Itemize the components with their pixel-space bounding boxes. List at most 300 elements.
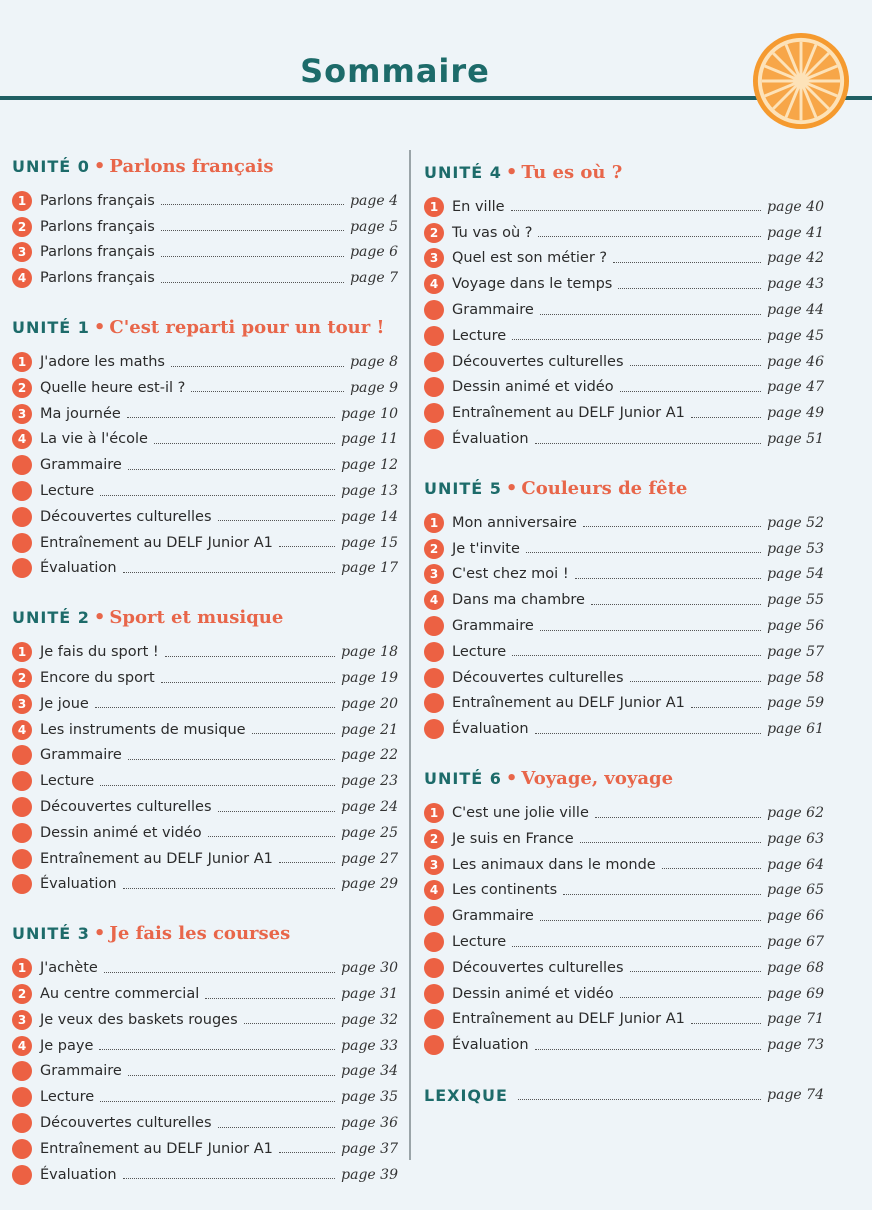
toc-entry-label: Je paye	[40, 1037, 94, 1054]
toc-entry-page: page 32	[341, 1011, 398, 1028]
header-rule	[0, 96, 872, 100]
toc-entry[interactable]	[424, 510, 824, 536]
toc-entry[interactable]	[424, 691, 824, 717]
toc-entry-label: Lecture	[40, 483, 95, 500]
lesson-number-badge: 4	[12, 268, 32, 288]
toc-entry-page: page 4	[350, 192, 398, 209]
column-divider	[409, 150, 411, 1160]
toc-entry-page: page 39	[341, 1166, 398, 1183]
lesson-number-badge	[424, 719, 444, 739]
lesson-number-badge: 4	[12, 429, 32, 449]
lesson-number-badge	[424, 958, 444, 978]
lesson-number-badge: 4	[424, 590, 444, 610]
toc-entry-label: Lecture	[452, 327, 507, 344]
toc-entry-label: Entraînement au DELF Junior A1	[452, 405, 685, 422]
lesson-number-badge: 1	[424, 803, 444, 823]
dot-leader	[583, 526, 761, 527]
toc-entry-page: page 17	[341, 560, 398, 577]
toc-entry-page: page 30	[341, 960, 398, 977]
toc-entry-page: page 45	[767, 327, 824, 344]
toc-entry[interactable]	[424, 375, 824, 401]
toc-entry-label: Découvertes culturelles	[40, 1115, 212, 1131]
lexique-page: page 74	[767, 1087, 824, 1104]
toc-entry[interactable]	[12, 556, 398, 582]
unit-section	[12, 152, 398, 291]
toc-entry-label: Lecture	[40, 773, 95, 790]
dot-leader	[161, 282, 344, 283]
lesson-number-badge	[424, 642, 444, 662]
toc-entry[interactable]	[424, 1007, 824, 1033]
toc-entry-label: Dessin animé et vidéo	[452, 985, 614, 1002]
toc-entry[interactable]	[12, 1007, 398, 1033]
dot-leader	[100, 495, 335, 496]
lesson-number-badge	[12, 874, 32, 894]
toc-entry-page: page 37	[341, 1140, 398, 1157]
toc-entry[interactable]	[12, 794, 398, 820]
toc-entry-label: Entraînement au DELF Junior A1	[40, 1140, 273, 1157]
toc-entry-label: Les animaux dans le monde	[452, 856, 656, 873]
toc-entry-page: page 11	[341, 431, 398, 448]
lesson-number-badge	[12, 823, 32, 843]
toc-entry-label: Grammaire	[40, 747, 122, 764]
dot-leader	[128, 1075, 335, 1076]
lesson-number-badge: 4	[12, 720, 32, 740]
toc-entry[interactable]	[12, 955, 398, 981]
toc-entry-label: Je suis en France	[452, 830, 574, 847]
lesson-number-badge: 2	[12, 217, 32, 237]
lesson-number-badge	[424, 906, 444, 926]
lesson-number-badge: 4	[12, 1036, 32, 1056]
toc-entry-page: page 25	[341, 824, 398, 841]
dot-leader	[123, 888, 336, 889]
toc-entry-page: page 35	[341, 1089, 398, 1106]
toc-entry-page: page 68	[767, 959, 824, 976]
toc-entry[interactable]	[424, 613, 824, 639]
toc-entry-label: Je veux des baskets rouges	[40, 1011, 238, 1028]
toc-entry-label: La vie à l'école	[40, 431, 148, 448]
toc-entry-label: J'adore les maths	[40, 354, 165, 371]
toc-entry-page: page 29	[341, 876, 398, 893]
unit-section	[12, 919, 398, 1187]
lesson-number-badge	[424, 326, 444, 346]
dot-leader	[662, 868, 761, 869]
lesson-number-badge	[424, 403, 444, 423]
unit-label: UNITÉ 0	[12, 157, 90, 176]
dot-leader	[218, 811, 336, 812]
toc-entry[interactable]	[424, 665, 824, 691]
toc-entry-page: page 52	[767, 514, 824, 531]
dot-leader	[127, 417, 335, 418]
dot-leader	[613, 262, 761, 263]
toc-entry-label: Dans ma chambre	[452, 592, 585, 609]
lesson-number-badge: 3	[424, 855, 444, 875]
dot-leader	[128, 759, 335, 760]
lesson-number-badge: 3	[12, 1010, 32, 1030]
toc-entry[interactable]	[12, 240, 398, 266]
toc-entry-label: Mon anniversaire	[452, 514, 577, 531]
toc-entry[interactable]	[12, 530, 398, 556]
dot-leader	[618, 288, 761, 289]
toc-entry-label: Évaluation	[40, 560, 117, 577]
lexique-entry[interactable]	[424, 1080, 824, 1110]
lesson-number-badge: 2	[424, 829, 444, 849]
lesson-number-badge: 2	[12, 984, 32, 1004]
toc-entry-label: Quelle heure est-il ?	[40, 379, 186, 396]
lesson-number-badge	[424, 352, 444, 372]
toc-entry-page: page 62	[767, 805, 824, 822]
toc-entry[interactable]	[424, 903, 824, 929]
dot-leader	[191, 391, 344, 392]
toc-entry-page: page 54	[767, 566, 824, 583]
toc-entry-page: page 46	[767, 353, 824, 370]
lesson-number-badge	[424, 668, 444, 688]
toc-entry[interactable]	[424, 271, 824, 297]
toc-entry[interactable]	[12, 1136, 398, 1162]
toc-entry[interactable]	[12, 375, 398, 401]
toc-entry[interactable]	[12, 504, 398, 530]
dot-leader	[691, 1023, 761, 1024]
toc-entry[interactable]	[424, 349, 824, 375]
toc-entry-page: page 20	[341, 695, 398, 712]
toc-entry[interactable]	[424, 1032, 824, 1058]
toc-entry[interactable]	[424, 878, 824, 904]
lesson-number-badge	[424, 377, 444, 397]
dot-leader	[630, 365, 762, 366]
lesson-number-badge	[12, 533, 32, 553]
dot-leader	[161, 682, 336, 683]
toc-entry-page: page 34	[341, 1063, 398, 1080]
toc-entry-label: Grammaire	[452, 618, 534, 635]
lesson-number-badge	[424, 1009, 444, 1029]
toc-entry[interactable]	[12, 214, 398, 240]
toc-entry[interactable]	[12, 872, 398, 898]
toc-entry-label: Grammaire	[40, 457, 122, 474]
toc-entry-page: page 66	[767, 908, 824, 925]
toc-entry[interactable]	[12, 478, 398, 504]
toc-entry-page: page 5	[350, 218, 398, 235]
dot-leader	[691, 707, 761, 708]
toc-entry-page: page 6	[350, 244, 398, 261]
lesson-number-badge: 1	[12, 352, 32, 372]
toc-entry-page: page 47	[767, 379, 824, 396]
toc-entry-label: Découvertes culturelles	[452, 353, 624, 370]
dot-leader	[123, 1178, 336, 1179]
toc-entry-page: page 14	[341, 508, 398, 525]
unit-section	[12, 313, 398, 581]
unit-section	[424, 158, 824, 452]
unit-heading	[12, 603, 398, 633]
lesson-number-badge	[424, 300, 444, 320]
toc-entry[interactable]	[12, 717, 398, 743]
toc-entry[interactable]	[12, 743, 398, 769]
unit-heading	[424, 764, 824, 794]
left-column	[12, 152, 398, 1210]
toc-entry[interactable]	[424, 220, 824, 246]
toc-entry-label: Grammaire	[452, 908, 534, 925]
unit-label: UNITÉ 4	[424, 163, 502, 182]
lesson-number-badge: 2	[424, 539, 444, 559]
toc-entry[interactable]	[12, 401, 398, 427]
lesson-number-badge: 1	[424, 197, 444, 217]
toc-entry-page: page 73	[767, 1037, 824, 1054]
toc-entry[interactable]	[424, 639, 824, 665]
lesson-number-badge: 3	[424, 248, 444, 268]
toc-entry-label: Grammaire	[452, 302, 534, 319]
dot-leader	[123, 572, 336, 573]
toc-entry-label: Découvertes culturelles	[452, 669, 624, 686]
toc-entry-label: Parlons français	[40, 218, 155, 235]
dot-leader	[104, 972, 335, 973]
lesson-number-badge	[424, 984, 444, 1004]
toc-entry-page: page 49	[767, 405, 824, 422]
toc-entry-page: page 58	[767, 669, 824, 686]
bullet-dot: •	[93, 923, 106, 945]
dot-leader	[535, 443, 762, 444]
unit-section	[12, 603, 398, 897]
dot-leader	[208, 836, 336, 837]
unit-heading	[12, 152, 398, 182]
toc-entry[interactable]	[424, 852, 824, 878]
toc-entry-page: page 31	[341, 986, 398, 1003]
bullet-dot: •	[93, 607, 106, 629]
toc-entry[interactable]	[424, 426, 824, 452]
toc-entry-label: Évaluation	[452, 721, 529, 738]
lesson-number-badge	[424, 1035, 444, 1055]
toc-entry[interactable]	[12, 265, 398, 291]
toc-entry-label: Évaluation	[452, 1037, 529, 1054]
toc-entry[interactable]	[424, 981, 824, 1007]
lesson-number-badge: 3	[12, 404, 32, 424]
dot-leader	[95, 707, 335, 708]
unit-title: Tu es où ?	[521, 162, 623, 183]
toc-entry-label: Dessin animé et vidéo	[40, 824, 202, 841]
lesson-number-badge	[12, 481, 32, 501]
page-title: Sommaire	[300, 52, 490, 90]
unit-heading	[12, 313, 398, 343]
toc-entry-page: page 24	[341, 799, 398, 816]
bullet-dot: •	[505, 768, 518, 790]
toc-entry-page: page 43	[767, 276, 824, 293]
toc-entry-label: Évaluation	[452, 431, 529, 448]
dot-leader	[630, 681, 762, 682]
unit-label: UNITÉ 5	[424, 478, 502, 498]
toc-entry[interactable]	[12, 639, 398, 665]
toc-entry[interactable]	[424, 400, 824, 426]
dot-leader	[630, 971, 762, 972]
toc-entry[interactable]	[12, 1110, 398, 1136]
toc-entry-label: J'achète	[40, 960, 98, 977]
dot-leader	[279, 862, 335, 863]
toc-entry[interactable]	[424, 955, 824, 981]
toc-entry-label: Lecture	[452, 643, 507, 660]
lesson-number-badge	[12, 1165, 32, 1185]
lesson-number-badge	[424, 429, 444, 449]
dot-leader	[691, 417, 761, 418]
toc-entry-label: Entraînement au DELF Junior A1	[452, 695, 685, 712]
toc-entry-label: Voyage dans le temps	[452, 276, 613, 293]
toc-entry[interactable]	[12, 1059, 398, 1085]
toc-entry-label: Évaluation	[40, 1166, 117, 1183]
toc-entry[interactable]	[424, 587, 824, 613]
dot-leader	[252, 733, 336, 734]
dot-leader	[540, 630, 761, 631]
dot-leader	[244, 1023, 336, 1024]
dot-leader	[205, 998, 335, 999]
dot-leader	[218, 1127, 336, 1128]
toc-entry-label: Parlons français	[40, 270, 155, 287]
lesson-number-badge	[12, 797, 32, 817]
toc-entry-page: page 13	[341, 483, 398, 500]
toc-entry-page: page 65	[767, 882, 824, 899]
toc-entry-label: C'est une jolie ville	[452, 805, 589, 822]
unit-section	[424, 764, 824, 1058]
toc-entry[interactable]	[12, 846, 398, 872]
bullet-dot: •	[93, 156, 106, 177]
dot-leader	[580, 842, 761, 843]
toc-entry[interactable]	[12, 349, 398, 375]
toc-entry-page: page 10	[341, 405, 398, 422]
toc-entry-label: Dessin animé et vidéo	[452, 379, 614, 396]
toc-entry[interactable]	[12, 665, 398, 691]
dot-leader	[591, 604, 761, 605]
toc-entry-label: Entraînement au DELF Junior A1	[40, 534, 273, 551]
toc-entry-page: page 71	[767, 1011, 824, 1028]
lexique-label: LEXIQUE	[424, 1085, 508, 1105]
dot-leader	[535, 1049, 762, 1050]
toc-entry[interactable]	[12, 1033, 398, 1059]
toc-entry[interactable]	[424, 297, 824, 323]
lesson-number-badge: 4	[424, 274, 444, 294]
toc-entry-page: page 64	[767, 856, 824, 873]
toc-entry-label: Je joue	[40, 695, 89, 712]
lesson-number-badge	[424, 932, 444, 952]
dot-leader	[100, 1101, 335, 1102]
dot-leader	[540, 920, 761, 921]
toc-entry[interactable]	[12, 768, 398, 794]
toc-entry-label: Lecture	[40, 1089, 95, 1106]
toc-entry-page: page 15	[341, 534, 398, 551]
dot-leader	[161, 204, 344, 205]
toc-entry-page: page 21	[341, 721, 398, 738]
toc-entry[interactable]	[424, 826, 824, 852]
toc-entry[interactable]	[12, 1084, 398, 1110]
dot-leader	[279, 1152, 335, 1153]
unit-heading	[424, 474, 824, 504]
toc-entry-label: Tu vas où ?	[452, 224, 533, 241]
lesson-number-badge: 3	[12, 242, 32, 262]
toc-entry[interactable]	[424, 716, 824, 742]
toc-entry-page: page 33	[341, 1037, 398, 1054]
unit-title: C'est reparti pour un tour !	[109, 317, 385, 339]
toc-entry-page: page 55	[767, 592, 824, 609]
toc-entry[interactable]	[12, 452, 398, 478]
toc-entry-label: Les instruments de musique	[40, 721, 246, 738]
toc-entry-page: page 40	[767, 198, 824, 215]
toc-entry-label: Je fais du sport !	[40, 644, 159, 661]
dot-leader	[161, 230, 344, 231]
dot-leader	[563, 894, 761, 895]
dot-leader	[165, 656, 335, 657]
dot-leader	[540, 314, 761, 315]
toc-entry[interactable]	[424, 536, 824, 562]
toc-entry-page: page 18	[341, 644, 398, 661]
dot-leader	[99, 1049, 335, 1050]
toc-entry[interactable]	[424, 929, 824, 955]
dot-leader	[279, 546, 335, 547]
unit-title: Sport et musique	[109, 607, 284, 629]
unit-section	[424, 474, 824, 742]
toc-entry[interactable]	[12, 691, 398, 717]
toc-entry-label: Au centre commercial	[40, 986, 200, 1003]
toc-entry[interactable]	[424, 562, 824, 588]
toc-entry[interactable]	[424, 194, 824, 220]
lesson-number-badge	[12, 558, 32, 578]
toc-entry-page: page 19	[341, 670, 398, 687]
toc-entry-page: page 59	[767, 695, 824, 712]
toc-entry-label: Entraînement au DELF Junior A1	[40, 850, 273, 867]
dot-leader	[620, 391, 762, 392]
lesson-number-badge	[12, 1113, 32, 1133]
unit-heading	[12, 919, 398, 949]
toc-entry-page: page 44	[767, 302, 824, 319]
toc-entry-label: Encore du sport	[40, 670, 155, 687]
toc-entry-label: Entraînement au DELF Junior A1	[452, 1011, 685, 1028]
dot-leader	[595, 817, 761, 818]
dot-leader	[620, 997, 762, 998]
dot-leader	[518, 1099, 761, 1100]
lesson-number-badge	[424, 693, 444, 713]
lesson-number-badge: 1	[12, 958, 32, 978]
toc-entry-label: C'est chez moi !	[452, 566, 569, 583]
bullet-dot: •	[505, 477, 518, 499]
toc-entry-label: Découvertes culturelles	[40, 508, 212, 525]
toc-entry[interactable]	[12, 1162, 398, 1188]
orange-slice-icon	[752, 32, 850, 130]
toc-entry-page: page 23	[341, 773, 398, 790]
lesson-number-badge	[424, 616, 444, 636]
toc-entry[interactable]	[12, 427, 398, 453]
toc-entry-page: page 12	[341, 457, 398, 474]
unit-title: Parlons français	[109, 156, 274, 177]
unit-label: UNITÉ 3	[12, 924, 90, 944]
lesson-number-badge: 1	[12, 191, 32, 211]
dot-leader	[100, 785, 335, 786]
toc-entry[interactable]	[424, 800, 824, 826]
toc-entry-page: page 9	[350, 379, 398, 396]
toc-entry[interactable]	[424, 246, 824, 272]
dot-leader	[526, 552, 761, 553]
toc-entry-page: page 61	[767, 721, 824, 738]
toc-entry[interactable]	[12, 981, 398, 1007]
lesson-number-badge	[12, 1139, 32, 1159]
dot-leader	[218, 520, 336, 521]
toc-entry-page: page 41	[767, 224, 824, 241]
toc-entry-label: Parlons français	[40, 192, 155, 209]
toc-entry-label: Découvertes culturelles	[452, 959, 624, 976]
toc-entry-label: Je t'invite	[452, 540, 520, 557]
toc-entry-label: Ma journée	[40, 405, 121, 422]
toc-entry-label: Évaluation	[40, 876, 117, 893]
toc-entry-page: page 53	[767, 540, 824, 557]
toc-entry[interactable]	[12, 820, 398, 846]
toc-entry[interactable]	[12, 188, 398, 214]
lesson-number-badge: 2	[12, 668, 32, 688]
toc-entry-page: page 8	[350, 354, 398, 371]
toc-entry-page: page 63	[767, 830, 824, 847]
dot-leader	[575, 578, 762, 579]
toc-entry-label: Parlons français	[40, 244, 155, 261]
toc-entry[interactable]	[424, 323, 824, 349]
